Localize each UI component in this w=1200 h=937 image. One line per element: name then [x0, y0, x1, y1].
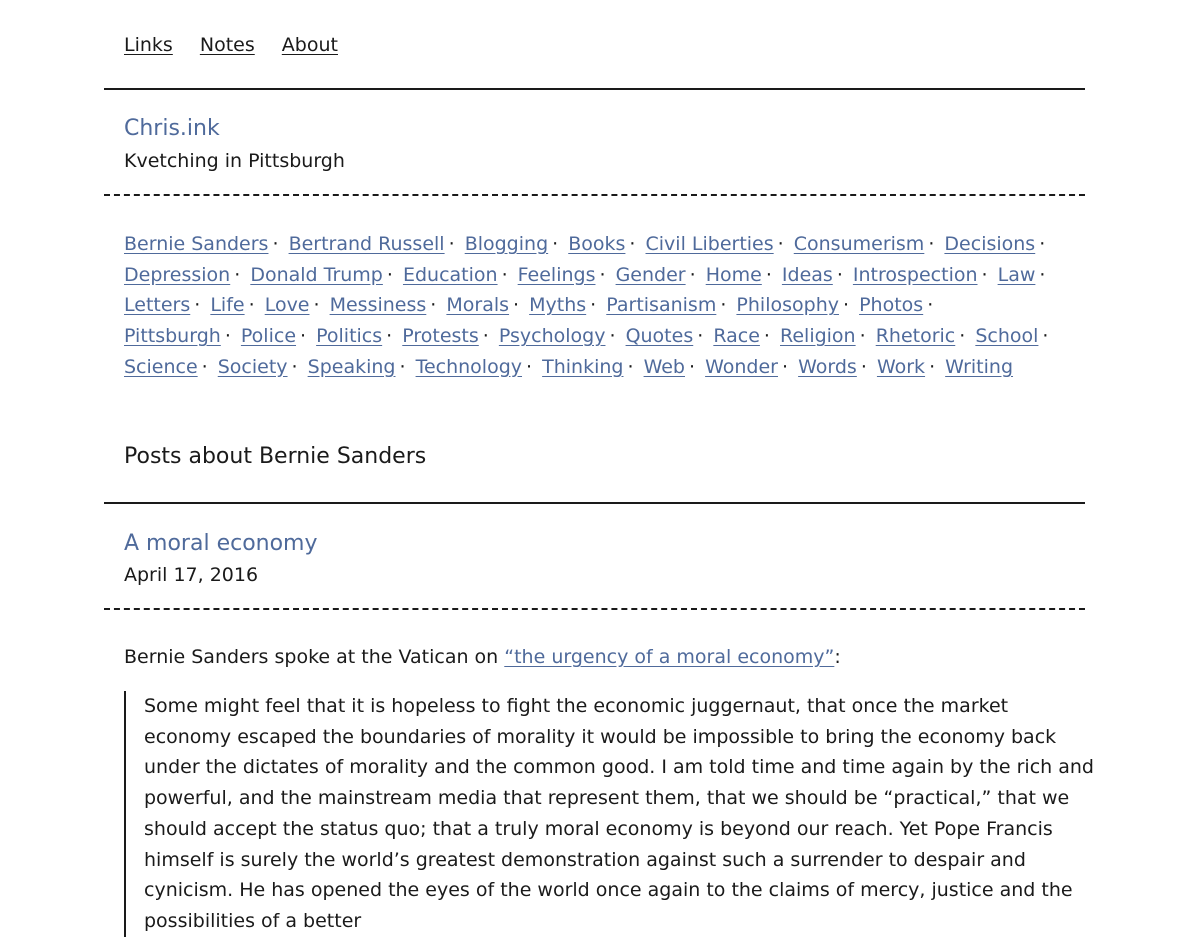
tag-link-words[interactable]: Words: [798, 355, 857, 378]
nav-link-notes[interactable]: Notes: [199, 34, 255, 56]
tag-link-education[interactable]: Education: [402, 263, 498, 286]
post-divider: [104, 608, 1085, 610]
tag-separator: ·: [501, 263, 508, 286]
tag-separator: ·: [981, 263, 988, 286]
tag-separator: ·: [627, 355, 634, 378]
tag-separator: ·: [765, 263, 772, 286]
tag-separator: ·: [842, 294, 850, 317]
tag-link-letters[interactable]: Letters: [124, 294, 191, 317]
tag-separator: ·: [1039, 233, 1046, 255]
tag-link-home[interactable]: Home: [705, 263, 762, 286]
tag-link-feelings[interactable]: Feelings: [517, 263, 596, 286]
tag-separator: ·: [399, 355, 406, 378]
tag-separator: ·: [629, 233, 636, 255]
tag-separator: ·: [552, 233, 559, 255]
tag-separator: ·: [430, 294, 437, 317]
tag-separator: ·: [836, 263, 843, 286]
tag-separator: ·: [697, 325, 704, 348]
tag-link-pittsburgh[interactable]: Pittsburgh: [124, 325, 221, 348]
tag-link-blogging[interactable]: Blogging: [464, 233, 549, 255]
tag-link-thinking[interactable]: Thinking: [542, 355, 624, 378]
tag-separator: ·: [927, 294, 934, 317]
post-intro-colon: :: [834, 646, 841, 668]
tag-link-psychology[interactable]: Psychology: [498, 325, 606, 348]
tag-separator: ·: [248, 294, 255, 317]
tag-separator: ·: [448, 233, 455, 255]
tag-separator: ·: [609, 325, 616, 348]
tag-separator: ·: [313, 294, 320, 317]
tag-separator: ·: [929, 355, 936, 378]
tag-separator: ·: [224, 325, 231, 348]
tag-separator: ·: [194, 294, 201, 317]
tag-link-quotes[interactable]: Quotes: [625, 325, 694, 348]
tag-link-bernie-sanders[interactable]: Bernie Sanders: [124, 233, 269, 255]
tag-link-love[interactable]: Love: [264, 294, 310, 317]
tag-link-protests[interactable]: Protests: [402, 325, 479, 348]
tag-link-life[interactable]: Life: [210, 294, 245, 317]
tag-link-ideas[interactable]: Ideas: [781, 263, 833, 286]
tag-separator: ·: [860, 355, 867, 378]
tag-separator: ·: [300, 325, 307, 348]
tag-separator: ·: [859, 325, 866, 348]
tag-link-messiness[interactable]: Messiness: [329, 294, 427, 317]
posts-heading: Posts about Bernie Sanders: [124, 444, 427, 469]
tag-separator: ·: [599, 263, 606, 286]
tag-separator: ·: [928, 233, 935, 255]
tag-separator: ·: [526, 355, 533, 378]
tag-link-religion[interactable]: Religion: [780, 325, 856, 348]
tag-link-partisanism[interactable]: Partisanism: [606, 294, 717, 317]
tag-link-web[interactable]: Web: [643, 355, 685, 378]
post-intro-text: Bernie Sanders spoke at the Vatican on: [124, 646, 505, 668]
nav-link-links[interactable]: Links: [124, 34, 173, 56]
nav-link-about[interactable]: About: [281, 34, 338, 56]
moral-economy-link[interactable]: “the urgency of a moral economy”: [504, 646, 835, 668]
tag-link-myths[interactable]: Myths: [529, 294, 587, 317]
tag-link-writing[interactable]: Writing: [945, 355, 1014, 378]
tag-separator: ·: [763, 325, 770, 348]
top-nav: [124, 31, 359, 59]
tag-link-consumerism[interactable]: Consumerism: [793, 233, 925, 255]
tag-link-gender[interactable]: Gender: [615, 263, 686, 286]
tag-link-society[interactable]: Society: [217, 355, 288, 378]
tag-link-work[interactable]: Work: [876, 355, 926, 378]
tag-link-school[interactable]: School: [975, 325, 1039, 348]
tag-separator: ·: [720, 294, 727, 317]
tag-link-rhetoric[interactable]: Rhetoric: [875, 325, 956, 348]
tag-link-speaking[interactable]: Speaking: [307, 355, 396, 378]
tag-separator: ·: [959, 325, 966, 348]
tag-link-wonder[interactable]: Wonder: [705, 355, 778, 378]
tags-divider: [104, 194, 1085, 196]
post-blockquote: Some might feel that it is hopeless to fight the economic juggernaut, that once the market economy escaped the boundaries of morality it would be impossible to bring the economy back under the dictates of morality and the common good. I am told time and time again by the rich and powerful, and the mainstream media that represent them, that we should be “practical,” that we should accept the status quo; that a truly moral economy is beyond our reach. Yet Pope Francis himself is surely the world’s greatest demonstration against such a surrender to despair and cynicism. He has opened the eyes of the world once again to the claims of mercy, justice and the possibilities of a better: [124, 691, 1094, 937]
tag-link-introspection[interactable]: Introspection: [852, 263, 978, 286]
tag-separator: ·: [1042, 325, 1049, 348]
tag-separator: ·: [689, 263, 696, 286]
header-divider: [104, 88, 1085, 90]
tag-link-morals[interactable]: Morals: [446, 294, 510, 317]
tag-link-bertrand-russell[interactable]: Bertrand Russell: [288, 233, 445, 255]
site-title-link[interactable]: Chris.ink: [124, 116, 220, 141]
site-tagline: Kvetching in Pittsburgh: [124, 150, 345, 172]
tag-separator: ·: [782, 355, 789, 378]
tag-separator: ·: [777, 233, 784, 255]
post-title-link[interactable]: A moral economy: [124, 531, 318, 556]
post-date: April 17, 2016: [124, 564, 259, 586]
post-intro: [124, 643, 841, 671]
tag-separator: ·: [386, 325, 393, 348]
tag-link-race[interactable]: Race: [713, 325, 760, 348]
tag-separator: ·: [201, 355, 208, 378]
tag-link-books[interactable]: Books: [568, 233, 626, 255]
posts-divider: [104, 502, 1085, 504]
tag-link-photos[interactable]: Photos: [859, 294, 924, 317]
tag-separator: ·: [272, 233, 279, 255]
tag-link-technology[interactable]: Technology: [415, 355, 523, 378]
tag-separator: ·: [689, 355, 696, 378]
tag-link-depression[interactable]: Depression: [124, 263, 231, 286]
tag-separator: ·: [1039, 263, 1046, 286]
tag-link-donald-trump[interactable]: Donald Trump: [250, 263, 383, 286]
tag-separator: ·: [590, 294, 597, 317]
tag-link-science[interactable]: Science: [124, 355, 198, 378]
tag-list: [124, 229, 1054, 383]
tag-link-civil-liberties[interactable]: Civil Liberties: [645, 233, 774, 255]
tag-separator: ·: [386, 263, 393, 286]
tag-separator: ·: [291, 355, 298, 378]
tag-link-police[interactable]: Police: [240, 325, 297, 348]
tag-separator: ·: [513, 294, 520, 317]
tag-link-law[interactable]: Law: [997, 263, 1036, 286]
tag-link-philosophy[interactable]: Philosophy: [736, 294, 839, 317]
tag-link-decisions[interactable]: Decisions: [944, 233, 1036, 255]
tag-separator: ·: [482, 325, 489, 348]
tag-link-politics[interactable]: Politics: [316, 325, 383, 348]
tag-separator: ·: [234, 263, 241, 286]
